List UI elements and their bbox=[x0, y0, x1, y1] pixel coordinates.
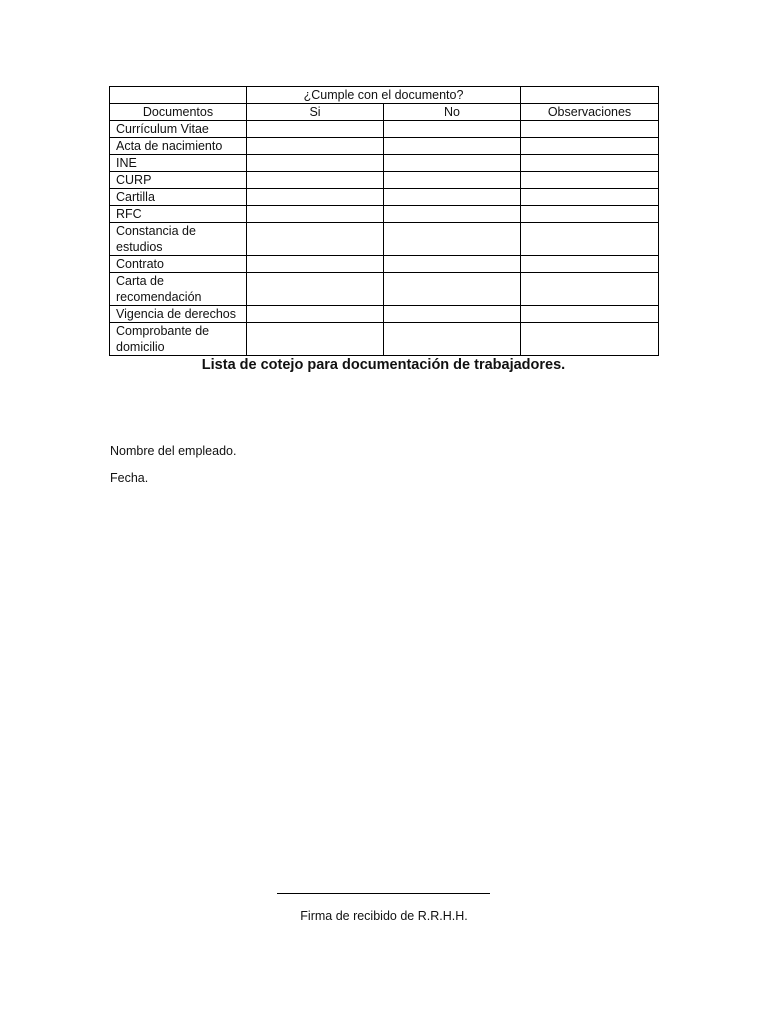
yes-cell bbox=[247, 206, 384, 223]
document-name-cell: Constancia de estudios bbox=[110, 223, 247, 256]
documents-column-header: Documentos bbox=[110, 104, 247, 121]
no-cell bbox=[384, 206, 521, 223]
observations-cell bbox=[521, 189, 659, 206]
no-cell bbox=[384, 306, 521, 323]
empty-header-cell bbox=[521, 87, 659, 104]
no-cell bbox=[384, 172, 521, 189]
observations-cell bbox=[521, 172, 659, 189]
document-name-cell: Acta de nacimiento bbox=[110, 138, 247, 155]
yes-cell bbox=[247, 155, 384, 172]
table-row bbox=[110, 206, 659, 223]
no-cell bbox=[384, 223, 521, 256]
empty-header-cell bbox=[110, 87, 247, 104]
document-name-cell: Currículum Vitae bbox=[110, 121, 247, 138]
table-row bbox=[110, 172, 659, 189]
table-row bbox=[110, 223, 659, 256]
no-cell bbox=[384, 189, 521, 206]
yes-cell bbox=[247, 189, 384, 206]
document-name-cell: Vigencia de derechos bbox=[110, 306, 247, 323]
table-row bbox=[110, 138, 659, 155]
date-label: Fecha. bbox=[110, 471, 149, 485]
document-checklist-table bbox=[109, 86, 659, 356]
observations-cell bbox=[521, 121, 659, 138]
document-name-cell: CURP bbox=[110, 172, 247, 189]
no-cell bbox=[384, 323, 521, 356]
observations-cell bbox=[521, 306, 659, 323]
yes-cell bbox=[247, 223, 384, 256]
document-name-cell: RFC bbox=[110, 206, 247, 223]
signature-label: Firma de recibido de R.R.H.H. bbox=[300, 909, 468, 923]
no-cell bbox=[384, 256, 521, 273]
no-cell bbox=[384, 273, 521, 306]
table-row bbox=[110, 189, 659, 206]
table-header-row bbox=[110, 104, 659, 121]
table-caption: Lista de cotejo para documentación de trabajadores. bbox=[201, 357, 566, 373]
yes-cell bbox=[247, 256, 384, 273]
yes-cell bbox=[247, 273, 384, 306]
table-row bbox=[110, 121, 659, 138]
observations-cell bbox=[521, 206, 659, 223]
document-name-cell: Carta de recomendación bbox=[110, 273, 247, 306]
no-column-header: No bbox=[384, 104, 521, 121]
observations-cell bbox=[521, 155, 659, 172]
table-row bbox=[110, 273, 659, 306]
table-row bbox=[110, 155, 659, 172]
no-cell bbox=[384, 138, 521, 155]
employee-name-label: Nombre del empleado. bbox=[110, 444, 237, 458]
table-row bbox=[110, 323, 659, 356]
yes-cell bbox=[247, 138, 384, 155]
document-name-cell: Cartilla bbox=[110, 189, 247, 206]
yes-cell bbox=[247, 306, 384, 323]
yes-cell bbox=[247, 121, 384, 138]
document-name-cell: Comprobante de domicilio bbox=[110, 323, 247, 356]
observations-cell bbox=[521, 256, 659, 273]
observations-cell bbox=[521, 323, 659, 356]
observations-column-header: Observaciones bbox=[521, 104, 659, 121]
observations-cell bbox=[521, 138, 659, 155]
table-row bbox=[110, 306, 659, 323]
document-name-cell: INE bbox=[110, 155, 247, 172]
no-cell bbox=[384, 121, 521, 138]
yes-cell bbox=[247, 323, 384, 356]
observations-cell bbox=[521, 273, 659, 306]
table-group-header-row bbox=[110, 87, 659, 104]
yes-column-header: Si bbox=[247, 104, 384, 121]
compliance-group-header: ¿Cumple con el documento? bbox=[247, 87, 521, 104]
yes-cell bbox=[247, 172, 384, 189]
table-row bbox=[110, 256, 659, 273]
no-cell bbox=[384, 155, 521, 172]
signature-line bbox=[277, 893, 490, 894]
document-name-cell: Contrato bbox=[110, 256, 247, 273]
observations-cell bbox=[521, 223, 659, 256]
